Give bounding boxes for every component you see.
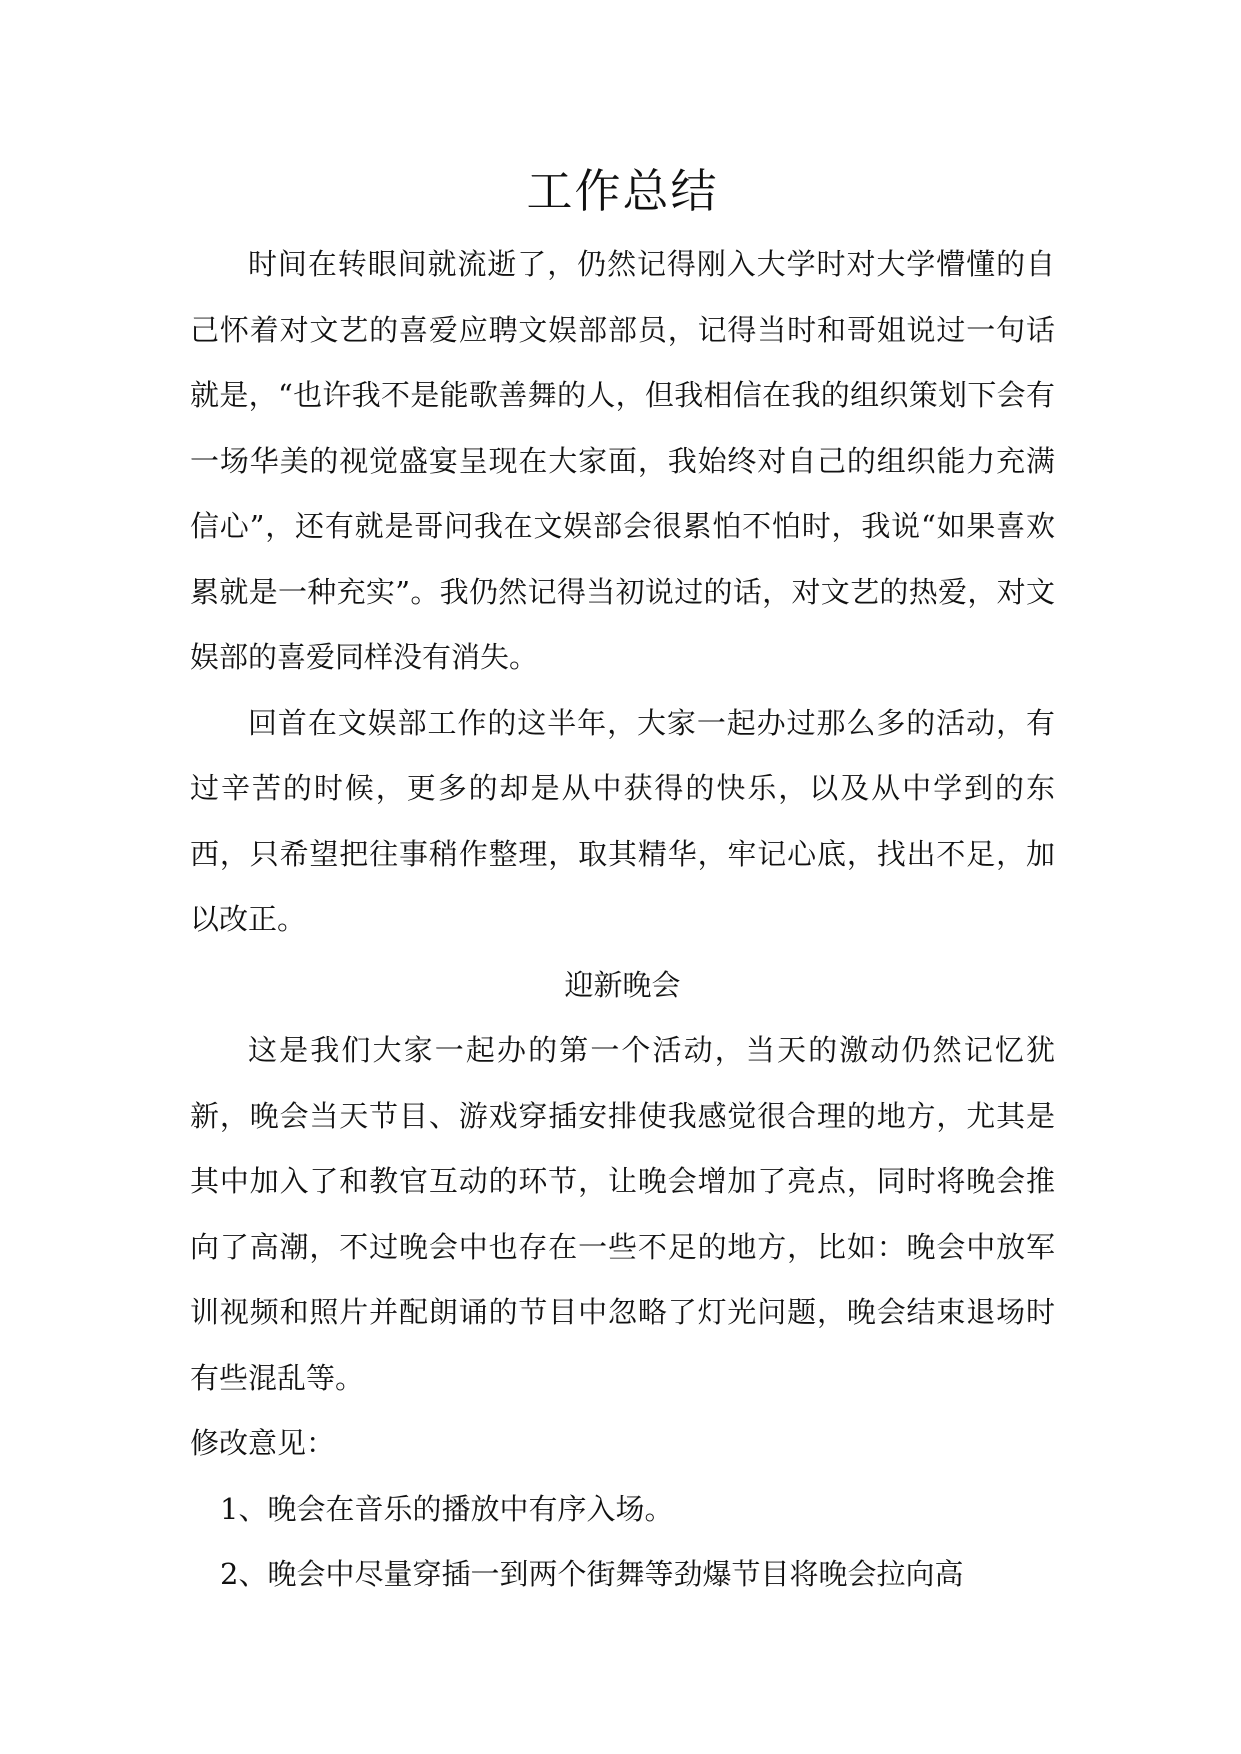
suggestion-item-1: 1、晚会在音乐的播放中有序入场。: [220, 1491, 674, 1526]
review-paragraph: 回首在文娱部工作的这半年，大家一起办过那么多的活动，有过辛苦的时候，更多的却是从中获得的快乐，以及从中学到的东西，只希望把往事稍作整理，取其精华，牢记心底，找出不足，加以改正。: [190, 705, 1055, 936]
intro-paragraph: 时间在转眼间就流逝了，仍然记得刚入大学时对大学懵懂的自己怀着对文艺的喜爱应聘文娱部部员，记得当时和哥姐说过一句话就是，“也许我不是能歌善舞的人，但我相信在我的组织策划下会有一场华美的视觉盛宴呈现在大家面，我始终对自己的组织能力充满信心”，还有就是哥问我在文娱部会很累怕不怕时，我说“如果喜欢累就是一种充实”。我仍然记得当初说过的话，对文艺的热爱，对文娱部的喜爱同样没有消失。: [190, 247, 1055, 674]
document-body: [190, 150, 1055, 1608]
section-paragraph: 这是我们大家一起办的第一个活动，当天的激动仍然记忆犹新，晚会当天节目、游戏穿插安排使我感觉很合理的地方，尤其是其中加入了和教官互动的环节，让晚会增加了亮点，同时将晚会推向了高潮，不过晚会中也存在一些不足的地方，比如：晚会中放军训视频和照片并配朗诵的节目中忽略了灯光问题，晚会结束退场时有些混乱等。: [190, 1033, 1055, 1395]
suggestions-list: [190, 1477, 1055, 1608]
section-heading: 迎新晚会: [564, 967, 681, 1002]
suggestions-label: 修改意见：: [190, 1426, 336, 1460]
suggestion-item-2: 2、晚会中尽量穿插一到两个街舞等劲爆节目将晚会拉向高: [220, 1557, 964, 1591]
document-title: 工作总结: [526, 164, 719, 218]
